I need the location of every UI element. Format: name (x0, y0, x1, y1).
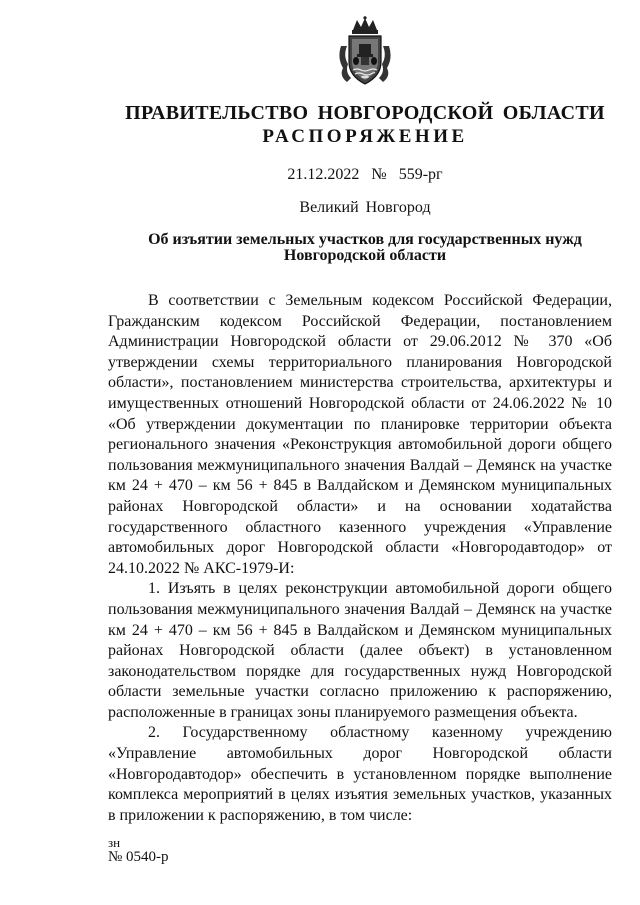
government-title: ПРАВИТЕЛЬСТВО НОВГОРОДСКОЙ ОБЛАСТИ (125, 102, 605, 124)
footer-code: зн (108, 835, 121, 850)
city-name: Великий Новгород (299, 199, 431, 216)
date-number-line (0, 166, 640, 184)
document-footer (108, 836, 169, 864)
body-paragraph: 2. Государственному областному казенному учреждению «Управление автомобильных дорог Новгородской области «Новгородавтодор» обеспечить в установленном порядке выполнение комплекса мероприятий в целях изъятия земельных участков, указанных в приложении к распоряжению, в том числе: (108, 724, 612, 824)
document-date: 21.12.2022 (287, 166, 360, 183)
number-sign: № (371, 166, 387, 183)
body-paragraph: 1. Изъять в целях реконструкции автомобильной дороги общего пользования межмуниципального значения Валдай – Демянск на участке км 24 + 470 – км 56 + 845 в Валдайском и Демянском муниципальных районах Новгородской области (далее объект) в установленном законодательством порядке для государственных нужд Новгородской области земельные участки согласно приложению к распоряжению, расположенные в границах зоны планируемого размещения объекта. (108, 580, 612, 721)
coat-of-arms-icon (335, 16, 395, 88)
subject-line-1: Об изъятии земельных участков для государственных нужд (148, 231, 582, 248)
body-paragraph: В соответствии с Земельным кодексом Российской Федерации, Гражданским кодексом Российской Федерации, постановлением Администрации Новгородской области от 29.06.2012 № 370 «Об утверждении схемы территориального планирования Новгородской области», постановлением министерства строительства, архитектуры и имущественных отношений Новгородской области от 24.06.2022 № 10 «Об утверждении документации по планировке территории объекта регионального значения «Реконструкция автомобильной дороги общего пользования межмуниципального значения Валдай – Демянск на участке км 24 + 470 – км 56 + 845 в Валдайском и Демянском муниципальных районах Новгородской области» и на основании ходатайства государственного областного казенного учреждения «Управление автомобильных дорог Новгородской области «Новгородавтодор» от 24.10.2022 № АКС-1979-И: (108, 292, 612, 577)
footer-doc-number: № 0540-р (108, 849, 169, 865)
document-subject (0, 232, 640, 264)
document-body (108, 291, 612, 826)
subject-line-2: Новгородской области (283, 247, 447, 264)
document-number: 559-рг (398, 166, 443, 183)
document-kind: РАСПОРЯЖЕНИЕ (262, 126, 468, 147)
